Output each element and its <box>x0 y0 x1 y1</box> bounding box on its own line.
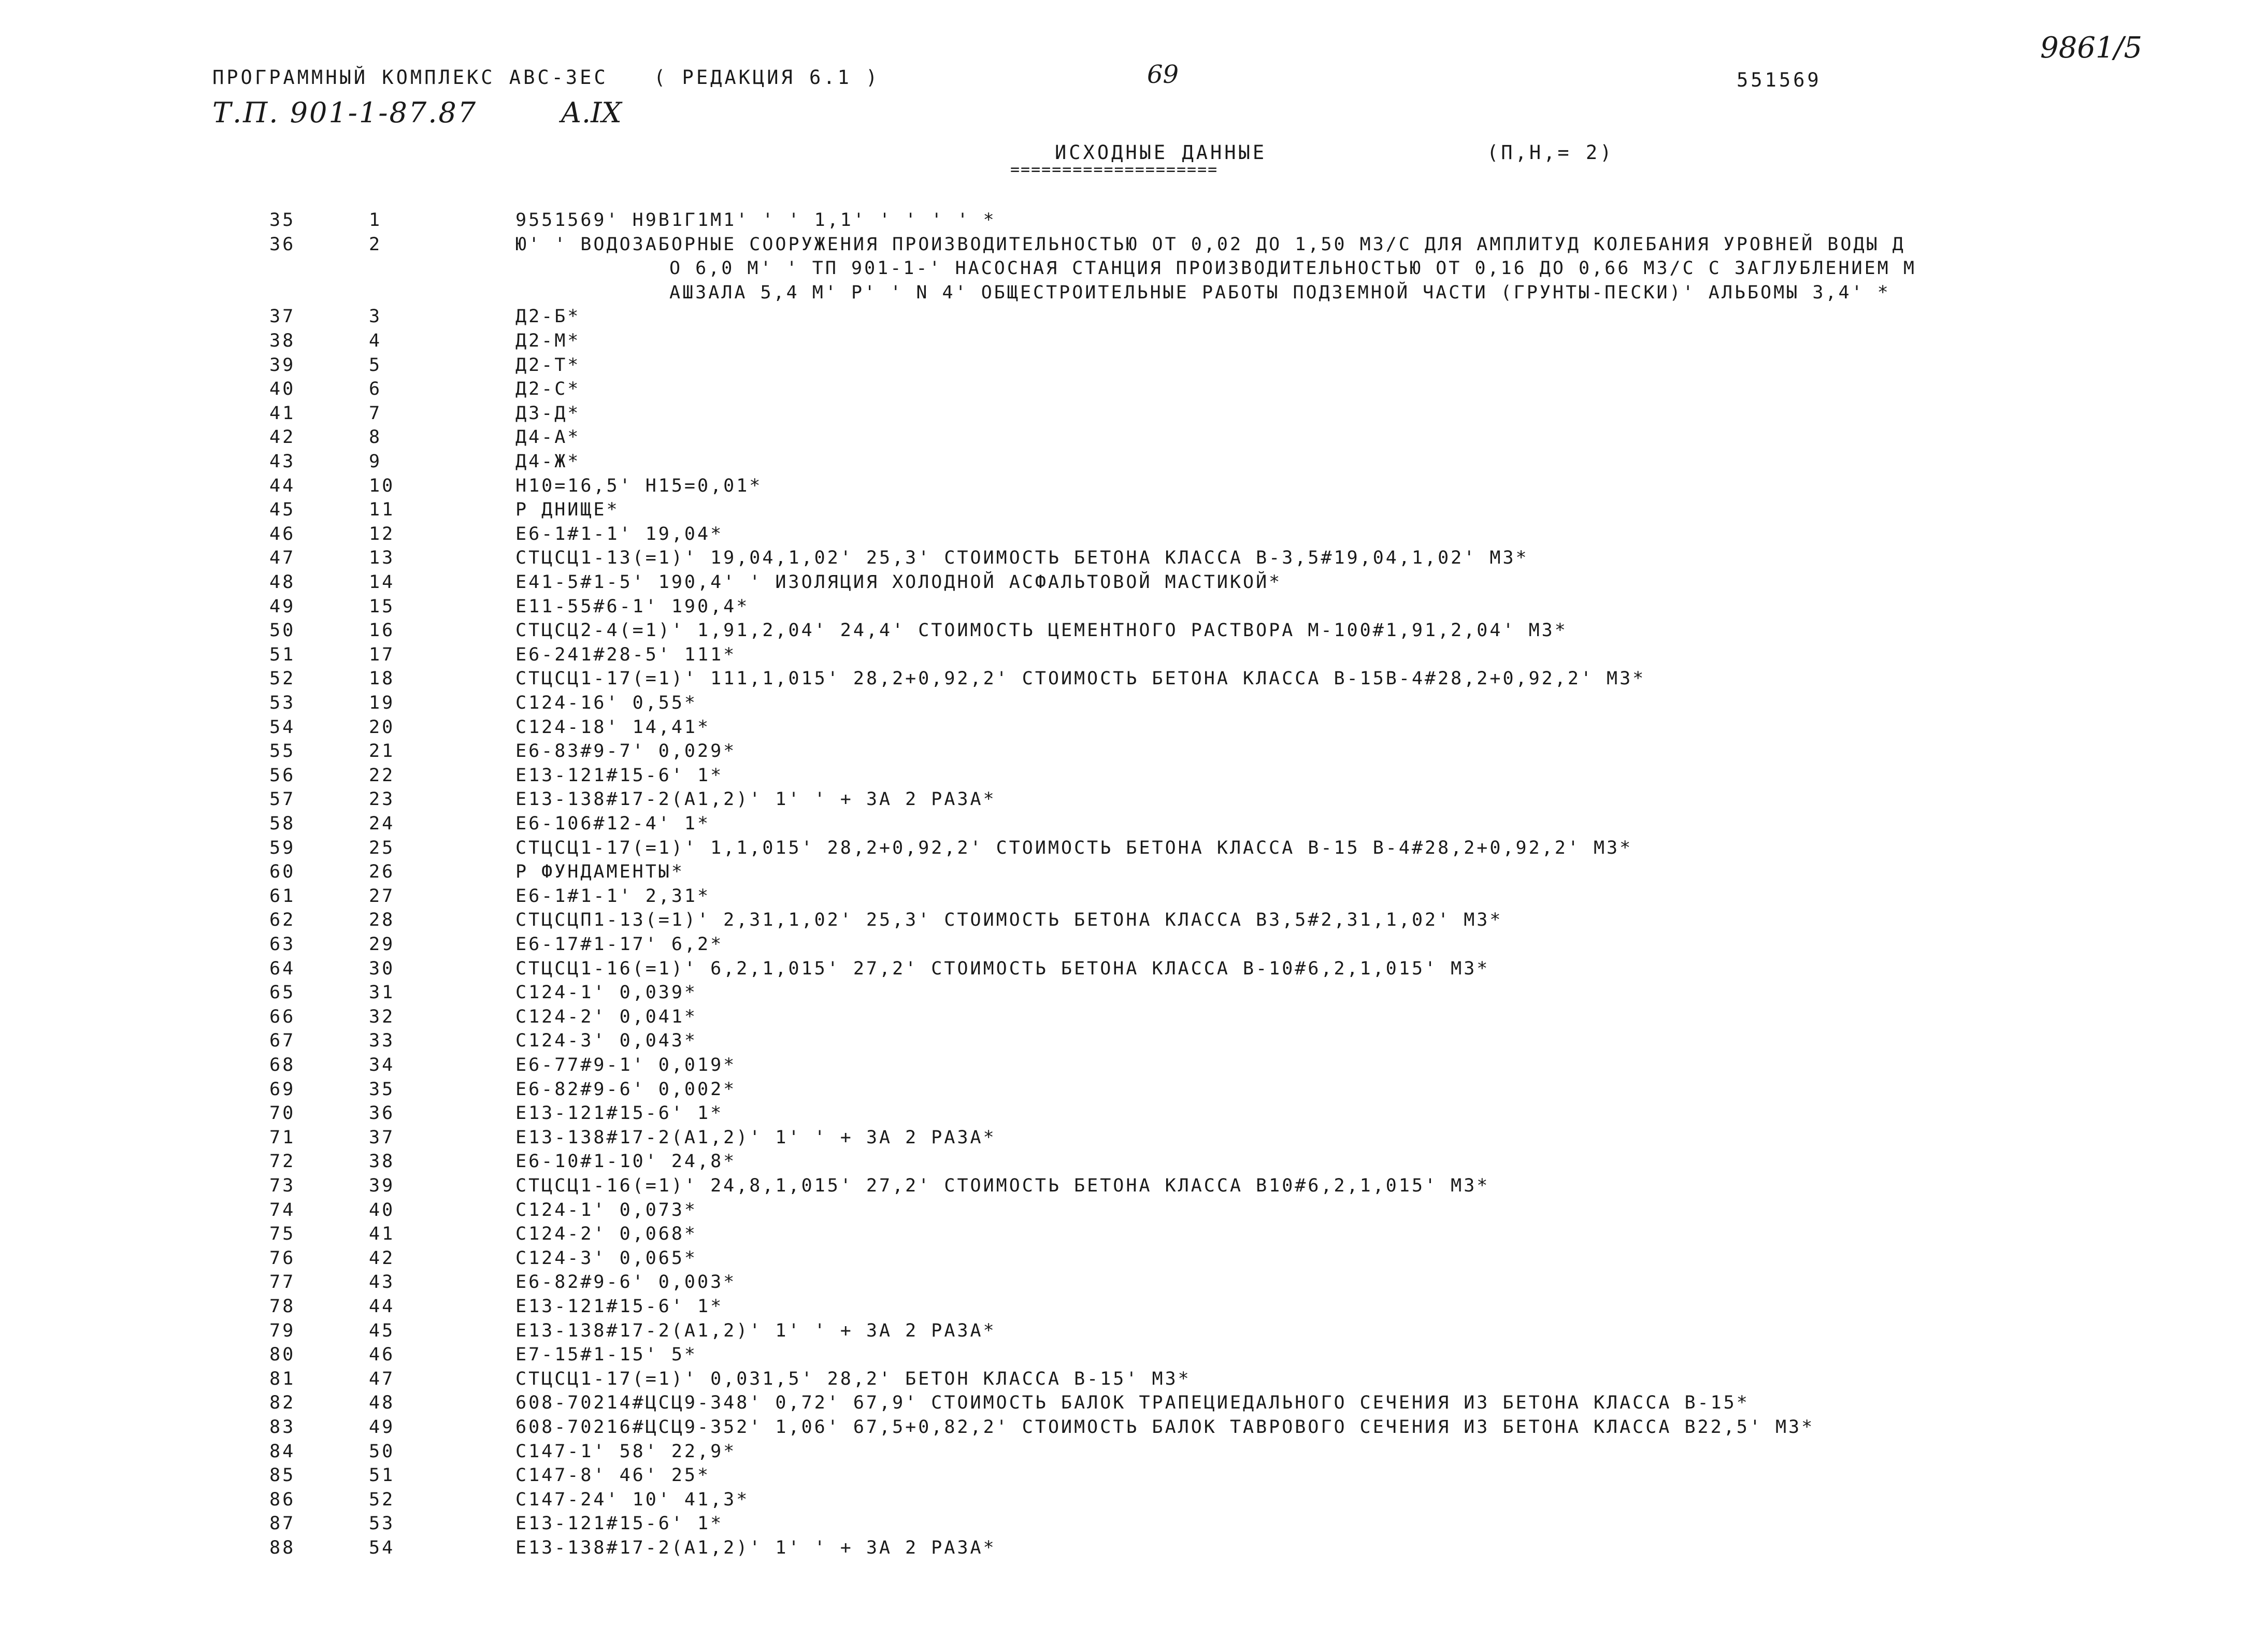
line-text: Д4-А* <box>515 427 581 448</box>
line-number: 19 <box>369 693 395 713</box>
sequence-number: 82 <box>269 1392 296 1413</box>
listing-row <box>0 1222 2264 1246</box>
sequence-number: 53 <box>269 693 296 713</box>
line-text: СТЦСЦ1-17(=1)' 111,1,015' 28,2+0,92,2' СТОИМОСТЬ БЕТОНА КЛАССА В-15В-4#28,2+0,92,2' М3* <box>515 668 1646 689</box>
sequence-number: 57 <box>269 789 296 810</box>
listing-row <box>0 1198 2264 1222</box>
listing-row <box>0 208 2264 232</box>
line-number: 46 <box>369 1344 395 1365</box>
line-text: Д2-М* <box>515 331 581 351</box>
line-number: 36 <box>369 1103 395 1124</box>
listing-row <box>0 836 2264 860</box>
line-text: Р ДНИЩЕ* <box>515 499 620 520</box>
sequence-number: 52 <box>269 668 296 689</box>
line-number: 53 <box>369 1513 395 1534</box>
line-text: С124-3' 0,065* <box>515 1248 698 1269</box>
line-number: 7 <box>369 403 382 424</box>
listing-row <box>0 1270 2264 1294</box>
line-number: 48 <box>369 1392 395 1413</box>
listing-row <box>0 570 2264 594</box>
album-label: А.IX <box>561 96 622 129</box>
line-number: 40 <box>369 1200 395 1220</box>
line-number: 16 <box>369 620 395 641</box>
line-text: Е6-17#1-17' 6,2* <box>515 934 724 955</box>
listing-row <box>0 1005 2264 1029</box>
listing-row <box>0 715 2264 739</box>
listing-row <box>0 233 2264 256</box>
listing-row <box>0 1488 2264 1512</box>
sequence-number: 85 <box>269 1465 296 1486</box>
listing-row <box>0 932 2264 956</box>
line-text: Е41-5#1-5' 190,4' ' ИЗОЛЯЦИЯ ХОЛОДНОЙ АСФАЛЬТОВОЙ МАСТИКОЙ* <box>515 572 1282 593</box>
line-text: Е13-121#15-6' 1* <box>515 1296 724 1317</box>
line-number: 50 <box>369 1441 395 1462</box>
line-text: СТЦСЦ1-17(=1)' 0,031,5' 28,2' БЕТОН КЛАССА В-15' М3* <box>515 1369 1191 1389</box>
listing-row <box>0 353 2264 377</box>
line-number: 33 <box>369 1030 395 1051</box>
line-text: Е6-10#1-10' 24,8* <box>515 1151 737 1172</box>
line-text: Е13-121#15-6' 1* <box>515 765 724 786</box>
line-number: 17 <box>369 644 395 665</box>
sequence-number: 86 <box>269 1489 296 1510</box>
line-number: 18 <box>369 668 395 689</box>
line-number: 9 <box>369 451 382 472</box>
line-text: С124-2' 0,041* <box>515 1007 698 1027</box>
line-number: 21 <box>369 741 395 762</box>
line-number: 14 <box>369 572 395 593</box>
sequence-number: 51 <box>269 644 296 665</box>
listing-row <box>0 1126 2264 1150</box>
line-text: Е13-138#17-2(А1,2)' 1' ' + ЗА 2 РАЗА* <box>515 1127 996 1148</box>
line-number: 27 <box>369 886 395 907</box>
line-text: Д2-Т* <box>515 355 581 376</box>
sequence-number: 55 <box>269 741 296 762</box>
line-text: 9551569' Н9В1Г1М1' ' ' 1,1' ' ' ' ' * <box>515 210 996 231</box>
listing-row <box>0 546 2264 570</box>
listing-row <box>0 1536 2264 1560</box>
line-number: 23 <box>369 789 395 810</box>
line-number: 6 <box>369 379 382 399</box>
sequence-number: 36 <box>269 234 296 255</box>
line-number: 3 <box>369 306 382 327</box>
line-text: Е6-106#12-4' 1* <box>515 813 711 834</box>
listing-row <box>0 1295 2264 1318</box>
line-number: 52 <box>369 1489 395 1510</box>
line-text: О 6,0 М' ' ТП 901-1-' НАСОСНАЯ СТАНЦИЯ ПРОИЗВОДИТЕЛЬНОСТЬЮ ОТ 0,16 ДО 0,66 М3/С С ЗАГЛУБЛЕНИЕМ М <box>669 258 1916 279</box>
line-text: Е6-83#9-7' 0,029* <box>515 741 737 762</box>
program-title: ПРОГРАММНЫЙ КОМПЛЕКС АВС-3ЕС <box>212 66 608 89</box>
line-text: Е7-15#1-15' 5* <box>515 1344 698 1365</box>
sequence-number: 68 <box>269 1055 296 1075</box>
sequence-number: 41 <box>269 403 296 424</box>
line-text: Е6-1#1-1' 2,31* <box>515 886 711 907</box>
sequence-number: 63 <box>269 934 296 955</box>
line-number: 30 <box>369 958 395 979</box>
sequence-number: 83 <box>269 1417 296 1438</box>
sequence-number: 54 <box>269 717 296 738</box>
line-number: 12 <box>369 524 395 544</box>
document-code: 551569 <box>1737 69 1822 91</box>
listing-row <box>0 619 2264 642</box>
line-text: Ю' ' ВОДОЗАБОРНЫЕ СООРУЖЕНИЯ ПРОИЗВОДИТЕЛЬНОСТЬЮ ОТ 0,02 ДО 1,50 М3/С ДЛЯ АМПЛИТУД КОЛЕБАНИЯ УРОВНЕЙ ВОДЫ Д <box>515 234 1905 255</box>
line-number: 31 <box>369 982 395 1003</box>
listing-row <box>0 739 2264 763</box>
line-number: 29 <box>369 934 395 955</box>
line-number: 43 <box>369 1272 395 1292</box>
sequence-number: 70 <box>269 1103 296 1124</box>
listing-row <box>0 908 2264 932</box>
line-number: 10 <box>369 476 395 496</box>
line-number: 25 <box>369 838 395 858</box>
line-text: С147-8' 46' 25* <box>515 1465 711 1486</box>
listing-row <box>0 1463 2264 1487</box>
line-number: 38 <box>369 1151 395 1172</box>
listing-row <box>0 1367 2264 1391</box>
sequence-number: 76 <box>269 1248 296 1269</box>
sequence-number: 45 <box>269 499 296 520</box>
line-number: 28 <box>369 910 395 930</box>
listing-row <box>0 329 2264 353</box>
listing-row <box>0 595 2264 619</box>
line-text: Е13-138#17-2(А1,2)' 1' ' + ЗА 2 РАЗА* <box>515 1538 996 1558</box>
line-number: 13 <box>369 548 395 568</box>
line-text: Е13-138#17-2(А1,2)' 1' ' + ЗА 2 РАЗА* <box>515 1320 996 1341</box>
listing-row <box>0 474 2264 498</box>
sequence-number: 59 <box>269 838 296 858</box>
listing-row <box>0 1343 2264 1367</box>
line-text: С124-18' 14,41* <box>515 717 711 738</box>
sequence-number: 60 <box>269 861 296 882</box>
sequence-number: 42 <box>269 427 296 448</box>
sequence-number: 61 <box>269 886 296 907</box>
line-number: 2 <box>369 234 382 255</box>
line-text: С124-3' 0,043* <box>515 1030 698 1051</box>
sequence-number: 58 <box>269 813 296 834</box>
line-text: СТЦСЦ1-13(=1)' 19,04,1,02' 25,3' СТОИМОСТЬ БЕТОНА КЛАССА В-3,5#19,04,1,02' М3* <box>515 548 1529 568</box>
listing-row <box>0 1174 2264 1198</box>
line-text: С124-16' 0,55* <box>515 693 698 713</box>
line-text: С124-1' 0,039* <box>515 982 698 1003</box>
sequence-number: 84 <box>269 1441 296 1462</box>
sequence-number: 87 <box>269 1513 296 1534</box>
listing-row <box>0 981 2264 1004</box>
listing-row <box>0 884 2264 908</box>
line-number: 20 <box>369 717 395 738</box>
line-number: 26 <box>369 861 395 882</box>
edition-label: ( РЕДАКЦИЯ 6.1 ) <box>654 66 880 89</box>
sequence-number: 50 <box>269 620 296 641</box>
listing-row <box>0 1053 2264 1077</box>
sequence-number: 75 <box>269 1224 296 1244</box>
listing-row <box>0 305 2264 328</box>
line-number: 49 <box>369 1417 395 1438</box>
listing-row <box>0 691 2264 715</box>
listing-row <box>0 401 2264 425</box>
sequence-number: 72 <box>269 1151 296 1172</box>
line-text: Е6-82#9-6' 0,003* <box>515 1272 737 1292</box>
line-text: СТЦСЦ1-16(=1)' 6,2,1,015' 27,2' СТОИМОСТЬ БЕТОНА КЛАССА В-10#6,2,1,015' М3* <box>515 958 1490 979</box>
sequence-number: 39 <box>269 355 296 376</box>
line-number: 54 <box>369 1538 395 1558</box>
section-title: ИСХОДНЫЕ ДАННЫЕ <box>1055 141 1267 164</box>
sequence-number: 69 <box>269 1079 296 1100</box>
sequence-number: 71 <box>269 1127 296 1148</box>
line-text: Е13-138#17-2(А1,2)' 1' ' + ЗА 2 РАЗА* <box>515 789 996 810</box>
line-number: 47 <box>369 1369 395 1389</box>
line-text: Е13-121#15-6' 1* <box>515 1103 724 1124</box>
line-text: АШЗАЛА 5,4 М' Р' ' N 4' ОБЩЕСТРОИТЕЛЬНЫЕ РАБОТЫ ПОДЗЕМНОЙ ЧАСТИ (ГРУНТЫ-ПЕСКИ)' АЛЬБОМЫ 3,4' * <box>669 282 1890 303</box>
listing-row <box>0 425 2264 449</box>
sequence-number: 88 <box>269 1538 296 1558</box>
line-number: 45 <box>369 1320 395 1341</box>
section-underline: ==================== <box>1010 161 1219 179</box>
line-number: 5 <box>369 355 382 376</box>
listing-row <box>0 812 2264 836</box>
listing-row <box>0 860 2264 884</box>
line-number: 8 <box>369 427 382 448</box>
line-text: СТЦСЦП1-13(=1)' 2,31,1,02' 25,3' СТОИМОСТЬ БЕТОНА КЛАССА В3,5#2,31,1,02' М3* <box>515 910 1503 930</box>
line-text: Д2-С* <box>515 379 581 399</box>
line-number: 22 <box>369 765 395 786</box>
listing-row <box>0 281 2264 305</box>
line-text: Е6-77#9-1' 0,019* <box>515 1055 737 1075</box>
listing-row <box>0 1391 2264 1415</box>
sequence-number: 38 <box>269 331 296 351</box>
line-number: 15 <box>369 596 395 617</box>
listing-row <box>0 667 2264 691</box>
line-text: Д3-Д* <box>515 403 581 424</box>
line-text: С147-24' 10' 41,3* <box>515 1489 750 1510</box>
listing-row <box>0 1415 2264 1439</box>
sequence-number: 46 <box>269 524 296 544</box>
line-text: С147-1' 58' 22,9* <box>515 1441 737 1462</box>
listing-row <box>0 498 2264 522</box>
sequence-number: 73 <box>269 1175 296 1196</box>
corner-note: 9861/5 <box>2040 31 2143 65</box>
line-number: 35 <box>369 1079 395 1100</box>
line-number: 11 <box>369 499 395 520</box>
sequence-number: 56 <box>269 765 296 786</box>
listing-row <box>0 787 2264 811</box>
sequence-number: 37 <box>269 306 296 327</box>
line-text: Н10=16,5' Н15=0,01* <box>515 476 763 496</box>
sequence-number: 48 <box>269 572 296 593</box>
line-text: Е11-55#6-1' 190,4* <box>515 596 750 617</box>
listing-row <box>0 1512 2264 1535</box>
listing-row <box>0 1150 2264 1173</box>
listing-row <box>0 256 2264 280</box>
line-text: Е13-121#15-6' 1* <box>515 1513 724 1534</box>
line-text: Е6-82#9-6' 0,002* <box>515 1079 737 1100</box>
listing-row <box>0 1078 2264 1101</box>
line-text: СТЦСЦ1-16(=1)' 24,8,1,015' 27,2' СТОИМОСТЬ БЕТОНА КЛАССА В10#6,2,1,015' М3* <box>515 1175 1490 1196</box>
sequence-number: 79 <box>269 1320 296 1341</box>
listing-row <box>0 377 2264 401</box>
listing-row <box>0 1246 2264 1270</box>
line-number: 1 <box>369 210 382 231</box>
project-code: Т.П. 901-1-87.87 <box>212 96 478 129</box>
sequence-number: 62 <box>269 910 296 930</box>
line-number: 39 <box>369 1175 395 1196</box>
sequence-number: 74 <box>269 1200 296 1220</box>
sequence-number: 78 <box>269 1296 296 1317</box>
listing-row <box>0 522 2264 546</box>
line-number: 37 <box>369 1127 395 1148</box>
line-text: С124-2' 0,068* <box>515 1224 698 1244</box>
line-number: 34 <box>369 1055 395 1075</box>
line-text: Е6-1#1-1' 19,04* <box>515 524 724 544</box>
sequence-number: 40 <box>269 379 296 399</box>
line-number: 51 <box>369 1465 395 1486</box>
line-text: Д4-Ж* <box>515 451 581 472</box>
line-text: Д2-Б* <box>515 306 581 327</box>
sequence-number: 81 <box>269 1369 296 1389</box>
line-text: СТЦСЦ1-17(=1)' 1,1,015' 28,2+0,92,2' СТОИМОСТЬ БЕТОНА КЛАССА В-15 В-4#28,2+0,92,2' М3* <box>515 838 1633 858</box>
sequence-number: 47 <box>269 548 296 568</box>
line-text: 608-70214#ЦСЦ9-348' 0,72' 67,9' СТОИМОСТЬ БАЛОК ТРАПЕЦИЕДАЛЬНОГО СЕЧЕНИЯ ИЗ БЕТОНА КЛАССА В-15* <box>515 1392 1750 1413</box>
line-number: 32 <box>369 1007 395 1027</box>
sequence-number: 67 <box>269 1030 296 1051</box>
line-text: С124-1' 0,073* <box>515 1200 698 1220</box>
page-number: 69 <box>1147 60 1179 89</box>
sequence-number: 66 <box>269 1007 296 1027</box>
line-text: Р ФУНДАМЕНТЫ* <box>515 861 684 882</box>
line-number: 42 <box>369 1248 395 1269</box>
line-number: 24 <box>369 813 395 834</box>
line-number: 4 <box>369 331 382 351</box>
line-text: СТЦСЦ2-4(=1)' 1,91,2,04' 24,4' СТОИМОСТЬ ЦЕМЕНТНОГО РАСТВОРА М-100#1,91,2,04' М3* <box>515 620 1568 641</box>
listing-row <box>0 1319 2264 1343</box>
listing-row <box>0 957 2264 981</box>
line-text: Е6-241#28-5' 111* <box>515 644 737 665</box>
line-number: 41 <box>369 1224 395 1244</box>
sequence-number: 43 <box>269 451 296 472</box>
sequence-number: 35 <box>269 210 296 231</box>
listing-row <box>0 764 2264 787</box>
sequence-number: 80 <box>269 1344 296 1365</box>
listing-row <box>0 643 2264 667</box>
sequence-number: 44 <box>269 476 296 496</box>
sequence-number: 65 <box>269 982 296 1003</box>
listing-row <box>0 1029 2264 1053</box>
section-param: (П,Н,= 2) <box>1487 141 1614 164</box>
listing-row <box>0 450 2264 473</box>
sequence-number: 77 <box>269 1272 296 1292</box>
listing-row <box>0 1101 2264 1125</box>
line-text: 608-70216#ЦСЦ9-352' 1,06' 67,5+0,82,2' СТОИМОСТЬ БАЛОК ТАВРОВОГО СЕЧЕНИЯ ИЗ БЕТОНА КЛАССА В22,5' М3* <box>515 1417 1815 1438</box>
sequence-number: 64 <box>269 958 296 979</box>
listing-row <box>0 1440 2264 1463</box>
line-number: 44 <box>369 1296 395 1317</box>
sequence-number: 49 <box>269 596 296 617</box>
